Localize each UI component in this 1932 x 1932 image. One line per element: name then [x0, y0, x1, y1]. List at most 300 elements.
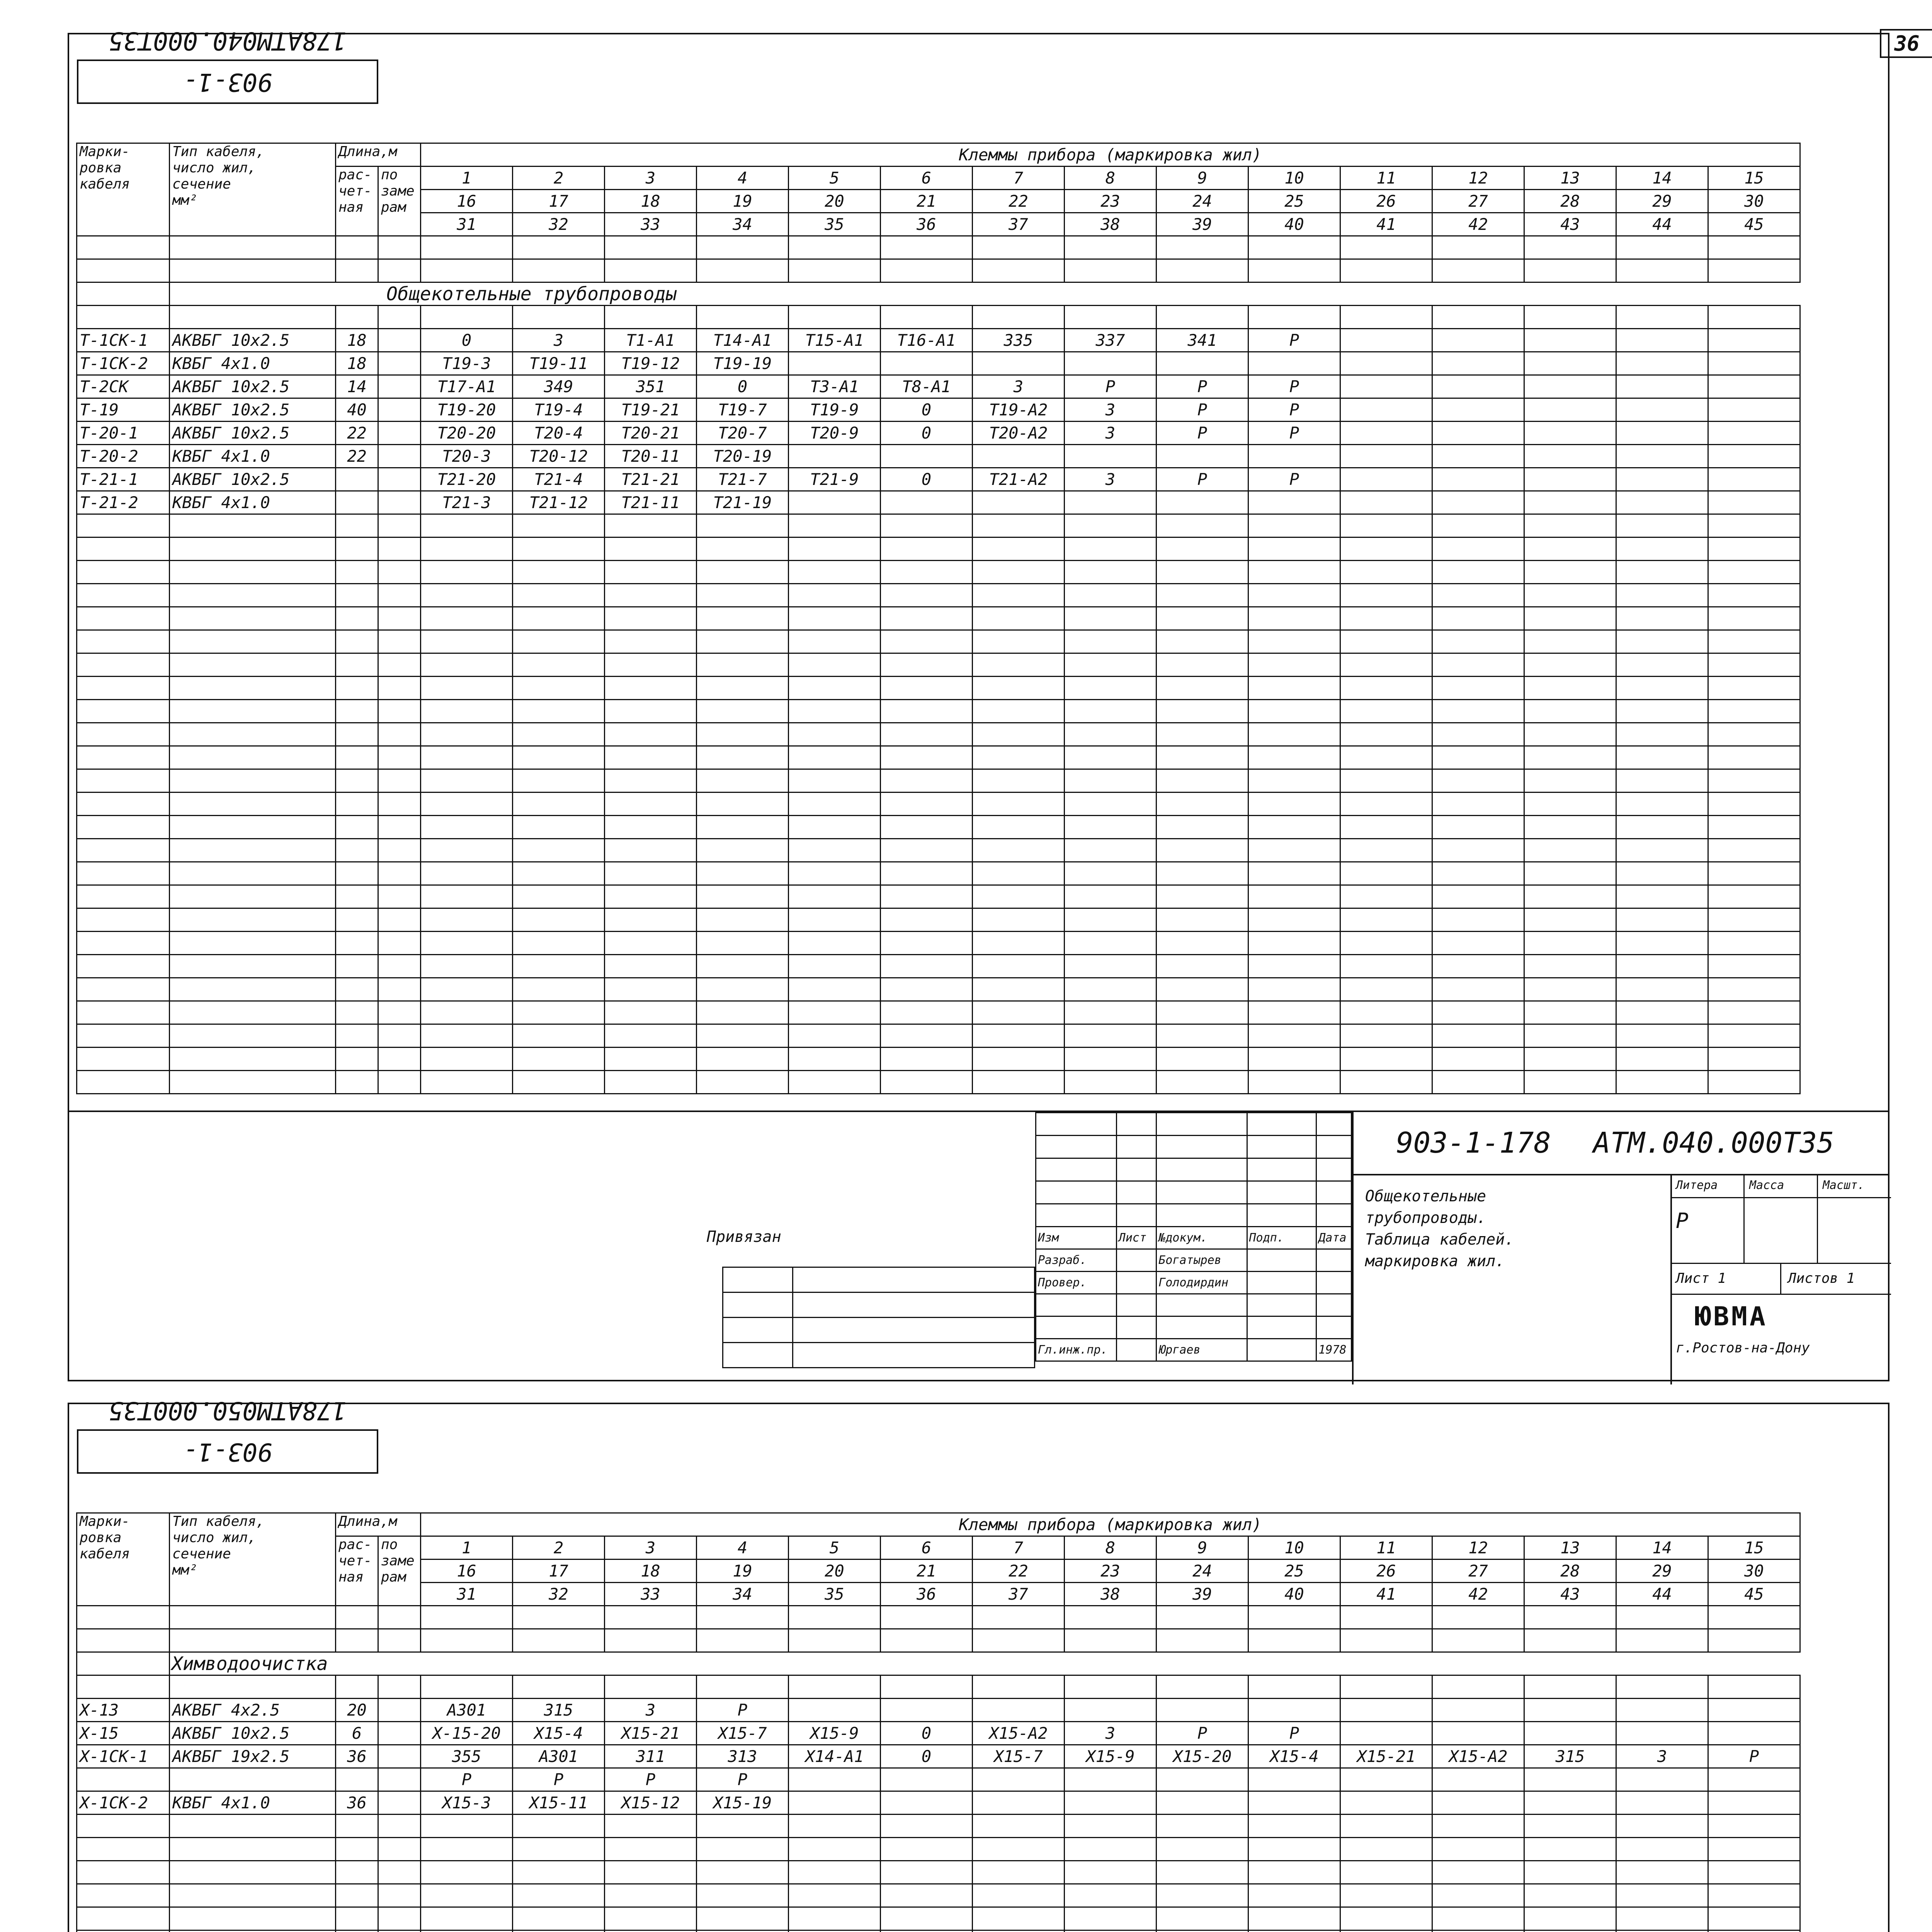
terminal-cell: 0: [697, 375, 789, 398]
blank-row: [77, 561, 1800, 584]
cell: [1156, 885, 1248, 908]
cell: [1616, 1884, 1708, 1907]
cell: [1340, 1629, 1432, 1652]
terminal-number: 20: [789, 1560, 881, 1583]
terminal-number: 1: [421, 167, 513, 190]
cell: [1248, 561, 1340, 584]
header-cable-type: Тип кабеля, число жил, сечение мм²: [170, 1513, 336, 1606]
cell: [973, 1629, 1065, 1652]
cell: [1065, 793, 1156, 816]
cable-marking: Т-1СК-1: [77, 329, 170, 352]
cell: [1616, 607, 1708, 630]
cell: [513, 908, 605, 932]
cell: [513, 955, 605, 978]
terminal-cell: 337: [1065, 329, 1156, 352]
cell: [513, 1606, 605, 1629]
cell: [336, 1930, 378, 1932]
terminal-number: 43: [1524, 1583, 1616, 1606]
cell: [170, 1024, 336, 1048]
terminal-cell: [1156, 1791, 1248, 1815]
cell: [697, 1838, 789, 1861]
cell: [1340, 862, 1432, 885]
cell: [789, 746, 881, 769]
terminal-number: 26: [1340, 190, 1432, 213]
terminal-cell: Х15-21: [605, 1722, 697, 1745]
terminal-cell: Р: [1065, 375, 1156, 398]
cell: [697, 607, 789, 630]
terminal-number: 6: [881, 1536, 973, 1560]
cell: [697, 1907, 789, 1930]
terminal-cell: Р: [1248, 329, 1340, 352]
cell: [1524, 955, 1616, 978]
terminal-cell: 315: [1524, 1745, 1616, 1768]
terminal-cell: [1524, 1791, 1616, 1815]
cell: [973, 1675, 1065, 1699]
cell: [1432, 978, 1524, 1001]
cell: [1156, 630, 1248, 653]
organization-city: г.Ростов-на-Дону: [1676, 1340, 1810, 1356]
cell: [77, 584, 170, 607]
cell: [170, 1861, 336, 1884]
cell: [421, 607, 513, 630]
cable-marking: Т-21-2: [77, 491, 170, 514]
terminal-cell: Т21-7: [697, 468, 789, 491]
cell: [973, 677, 1065, 700]
blank-row: [77, 630, 1800, 653]
cell: [723, 1267, 793, 1293]
terminal-cell: Х14-А1: [789, 1745, 881, 1768]
cell: [1524, 839, 1616, 862]
blank-row: [77, 839, 1800, 862]
cell: [1156, 561, 1248, 584]
cell: [793, 1318, 1035, 1343]
cell: [378, 769, 421, 793]
terminal-cell: [1156, 1768, 1248, 1791]
signature-cell: [1316, 1316, 1352, 1339]
cell: [789, 816, 881, 839]
blank-row: [77, 955, 1800, 978]
terminal-cell: [789, 1768, 881, 1791]
cell: [513, 1838, 605, 1861]
cell: [1065, 537, 1156, 561]
cell: [336, 932, 378, 955]
cell: [1616, 723, 1708, 746]
cell: [378, 908, 421, 932]
terminal-number: 36: [881, 213, 973, 236]
cell: [697, 537, 789, 561]
cell: [378, 259, 421, 282]
terminal-cell: [1524, 398, 1616, 422]
cable-type: [170, 1768, 336, 1791]
cable-length-measured: [378, 1745, 421, 1768]
terminal-number: 41: [1340, 213, 1432, 236]
header-marking: Марки- ровка кабеля: [77, 1513, 170, 1606]
terminal-cell: [1616, 375, 1708, 398]
cell: [1065, 955, 1156, 978]
header-cable-type: Тип кабеля, число жил, сечение мм²: [170, 143, 336, 236]
cell: [1156, 1907, 1248, 1930]
cell: [1065, 862, 1156, 885]
terminal-number: 21: [881, 1560, 973, 1583]
cell: [378, 793, 421, 816]
cell: [1340, 978, 1432, 1001]
cell: [336, 1001, 378, 1024]
signature-row: [1036, 1249, 1352, 1272]
cell: [1708, 978, 1800, 1001]
cell: [378, 932, 421, 955]
terminal-number: 19: [697, 190, 789, 213]
cell: [1708, 561, 1800, 584]
cell: [513, 1001, 605, 1024]
terminal-cell: 0: [881, 468, 973, 491]
cell: [77, 1048, 170, 1071]
cell: [973, 816, 1065, 839]
signature-cell: Лист: [1116, 1227, 1156, 1249]
terminal-cell: [1708, 491, 1800, 514]
terminal-cell: 3: [1616, 1745, 1708, 1768]
cell: [1036, 1158, 1117, 1181]
terminal-number: 23: [1065, 1560, 1156, 1583]
cable-marking: Т-19: [77, 398, 170, 422]
cell: [1432, 653, 1524, 677]
terminal-number: 7: [973, 167, 1065, 190]
terminal-cell: 3: [513, 329, 605, 352]
revision-grid: [1035, 1112, 1352, 1362]
terminal-cell: Р: [697, 1699, 789, 1722]
cell: [1156, 862, 1248, 885]
cell: [1065, 236, 1156, 259]
cell: [605, 793, 697, 816]
cell: [1248, 584, 1340, 607]
cell: [1524, 1884, 1616, 1907]
section-title: Химводоочистка: [170, 1652, 1800, 1675]
cell: [170, 908, 336, 932]
terminal-cell: Т3-А1: [789, 375, 881, 398]
cell: [1248, 816, 1340, 839]
cell: [789, 306, 881, 329]
cell: [1248, 793, 1340, 816]
terminal-number: 24: [1156, 1560, 1248, 1583]
cell: [421, 839, 513, 862]
cell: [513, 839, 605, 862]
divider: [1672, 1263, 1891, 1264]
cell: [1248, 1024, 1340, 1048]
cell: [605, 1861, 697, 1884]
cell: [1065, 746, 1156, 769]
cell: [697, 1048, 789, 1071]
cell: [789, 1629, 881, 1652]
terminal-number: 34: [697, 1583, 789, 1606]
cell: [1340, 885, 1432, 908]
terminal-number: 43: [1524, 213, 1616, 236]
terminal-number: 23: [1065, 190, 1156, 213]
cell: [1248, 978, 1340, 1001]
cell: [513, 259, 605, 282]
cell: [513, 769, 605, 793]
cell: [789, 700, 881, 723]
cell: [513, 1675, 605, 1699]
cell: [973, 955, 1065, 978]
terminal-cell: Т21-21: [605, 468, 697, 491]
cell: [789, 677, 881, 700]
terminal-cell: Т20-7: [697, 422, 789, 445]
cell: [605, 700, 697, 723]
cell: [1065, 677, 1156, 700]
terminal-cell: [1616, 1699, 1708, 1722]
cell: [1340, 561, 1432, 584]
cable-length: 18: [336, 329, 378, 352]
mass-header: Масса: [1749, 1179, 1784, 1192]
cell: [605, 561, 697, 584]
terminal-cell: 355: [421, 1745, 513, 1768]
cell: [1340, 1861, 1432, 1884]
cell: [789, 1838, 881, 1861]
cell: [421, 1930, 513, 1932]
terminal-cell: [1616, 1791, 1708, 1815]
terminal-cell: 3: [1065, 468, 1156, 491]
terminal-cell: [1432, 1791, 1524, 1815]
cell: [1432, 1838, 1524, 1861]
cell: [513, 978, 605, 1001]
cell: [881, 1861, 973, 1884]
cell: [1156, 1204, 1247, 1227]
cell: [336, 584, 378, 607]
terminal-cell: Т20-4: [513, 422, 605, 445]
terminal-number: 9: [1156, 1536, 1248, 1560]
terminal-cell: [789, 1699, 881, 1722]
cell: [1156, 1838, 1248, 1861]
cell: [513, 236, 605, 259]
cable-type: КВБГ 4х1.0: [170, 491, 336, 514]
cell: [697, 1930, 789, 1932]
terminal-cell: А301: [421, 1699, 513, 1722]
terminal-cell: 0: [421, 329, 513, 352]
terminal-cell: [1616, 445, 1708, 468]
blank-row: [77, 1884, 1800, 1907]
cell: [1156, 653, 1248, 677]
cell: [605, 1838, 697, 1861]
header-length: Длина,м: [336, 143, 421, 167]
cell: [881, 862, 973, 885]
cable-length-measured: [378, 1699, 421, 1722]
cell: [378, 514, 421, 537]
cell: [1432, 607, 1524, 630]
cell: [881, 746, 973, 769]
cell: [1065, 630, 1156, 653]
cell: [881, 885, 973, 908]
cell: [170, 769, 336, 793]
blank-row: [77, 862, 1800, 885]
cable-length: 22: [336, 422, 378, 445]
cell: [1156, 1113, 1247, 1136]
terminal-cell: [1708, 352, 1800, 375]
cable-row: [77, 468, 1800, 491]
cell: [421, 259, 513, 282]
terminal-cell: Т20-9: [789, 422, 881, 445]
cell: [1247, 1113, 1316, 1136]
cell: [1524, 793, 1616, 816]
cell: [1524, 862, 1616, 885]
cell: [1708, 908, 1800, 932]
blank-row: [77, 978, 1800, 1001]
cell: [77, 862, 170, 885]
cell: [1247, 1181, 1316, 1204]
cell: [170, 1815, 336, 1838]
terminal-number: 10: [1248, 1536, 1340, 1560]
cell: [1036, 1113, 1117, 1136]
cell: [1156, 677, 1248, 700]
terminal-number: 26: [1340, 1560, 1432, 1583]
cell: [1708, 1907, 1800, 1930]
terminal-cell: Х15-7: [973, 1745, 1065, 1768]
cell: [1708, 259, 1800, 282]
cell: [605, 723, 697, 746]
cell: [1065, 607, 1156, 630]
blank-row: [77, 514, 1800, 537]
cell: [605, 1629, 697, 1652]
cell: [1247, 1158, 1316, 1181]
cell: [605, 746, 697, 769]
cell: [421, 723, 513, 746]
cell: [1432, 908, 1524, 932]
cell: [1156, 306, 1248, 329]
cell: [1116, 1113, 1156, 1136]
terminal-cell: [1616, 352, 1708, 375]
cable-row: [77, 1699, 1800, 1722]
cell: [1616, 1606, 1708, 1629]
cell: [1524, 1001, 1616, 1024]
cell: [973, 1048, 1065, 1071]
cell: [336, 630, 378, 653]
section-title: Общекотельные трубопроводы: [170, 282, 1800, 306]
cell: [1524, 630, 1616, 653]
cell: [1708, 1930, 1800, 1932]
terminal-number: 36: [881, 1583, 973, 1606]
cell: [881, 306, 973, 329]
cell: [513, 561, 605, 584]
terminal-number: 16: [421, 190, 513, 213]
cable-marking: Т-20-2: [77, 445, 170, 468]
cell: [697, 1606, 789, 1629]
blank-row: [77, 885, 1800, 908]
cell: [1524, 1606, 1616, 1629]
terminal-cell: [881, 445, 973, 468]
cell: [973, 1907, 1065, 1930]
terminal-cell: 335: [973, 329, 1065, 352]
cell: [605, 236, 697, 259]
cell: [378, 1606, 421, 1629]
cell: [1065, 816, 1156, 839]
cell: [170, 1838, 336, 1861]
terminal-cell: [1340, 352, 1432, 375]
terminal-cell: Р: [1156, 1722, 1248, 1745]
cell: [77, 630, 170, 653]
terminal-cell: [881, 1768, 973, 1791]
terminal-number: 29: [1616, 1560, 1708, 1583]
cell: [1156, 700, 1248, 723]
cell: [77, 908, 170, 932]
divider: [1672, 1294, 1891, 1295]
terminal-number: 31: [421, 213, 513, 236]
cell: [697, 236, 789, 259]
terminal-cell: [1340, 445, 1432, 468]
cell: [881, 584, 973, 607]
terminal-cell: [1524, 1722, 1616, 1745]
cell: [513, 1861, 605, 1884]
terminal-cell: Р: [1248, 468, 1340, 491]
cell: [697, 1629, 789, 1652]
cell: [513, 1815, 605, 1838]
cell: [421, 1071, 513, 1094]
cell: [1616, 537, 1708, 561]
cell: [1524, 1907, 1616, 1930]
terminal-cell: [1524, 329, 1616, 352]
cell: [1432, 862, 1524, 885]
cell: [77, 1606, 170, 1629]
cell: [77, 1629, 170, 1652]
cell: [1248, 653, 1340, 677]
cell: [697, 306, 789, 329]
cable-length-measured: [378, 375, 421, 398]
cell: [1432, 306, 1524, 329]
blank-row: [77, 306, 1800, 329]
cell: [77, 677, 170, 700]
cell: [1156, 1930, 1248, 1932]
cell: [1247, 1204, 1316, 1227]
cable-type: КВБГ 4х1.0: [170, 1791, 336, 1815]
terminal-cell: [1340, 375, 1432, 398]
terminal-cell: [1065, 445, 1156, 468]
cable-type: АКВБГ 10х2.5: [170, 329, 336, 352]
terminal-cell: Т21-4: [513, 468, 605, 491]
cell: [881, 1024, 973, 1048]
cell: [421, 1861, 513, 1884]
cell: [1708, 1629, 1800, 1652]
cell: [1156, 1884, 1248, 1907]
cell: [1340, 607, 1432, 630]
terminal-number: 17: [513, 190, 605, 213]
terminal-number: 15: [1708, 1536, 1800, 1560]
cell: [378, 1861, 421, 1884]
blank-row: [77, 1675, 1800, 1699]
terminal-cell: [1524, 491, 1616, 514]
cell: [789, 955, 881, 978]
cell: [1524, 1930, 1616, 1932]
cell: [170, 1629, 336, 1652]
terminal-number: 31: [421, 1583, 513, 1606]
cell: [1616, 677, 1708, 700]
terminal-cell: [1616, 491, 1708, 514]
cell: [378, 1930, 421, 1932]
terminal-cell: [1432, 1699, 1524, 1722]
terminal-cell: [1708, 1791, 1800, 1815]
cell: [793, 1293, 1035, 1318]
cell: [881, 700, 973, 723]
terminal-number: 32: [513, 1583, 605, 1606]
terminal-cell: Т19-20: [421, 398, 513, 422]
cell: [1708, 677, 1800, 700]
cell: [1524, 769, 1616, 793]
cell: [789, 839, 881, 862]
cell: [697, 862, 789, 885]
cell: [1616, 561, 1708, 584]
cell: [1432, 1907, 1524, 1930]
cell: [1524, 236, 1616, 259]
cell: [1432, 746, 1524, 769]
cell: [170, 1907, 336, 1930]
header-length: Длина,м: [336, 1513, 421, 1536]
cell: [378, 630, 421, 653]
